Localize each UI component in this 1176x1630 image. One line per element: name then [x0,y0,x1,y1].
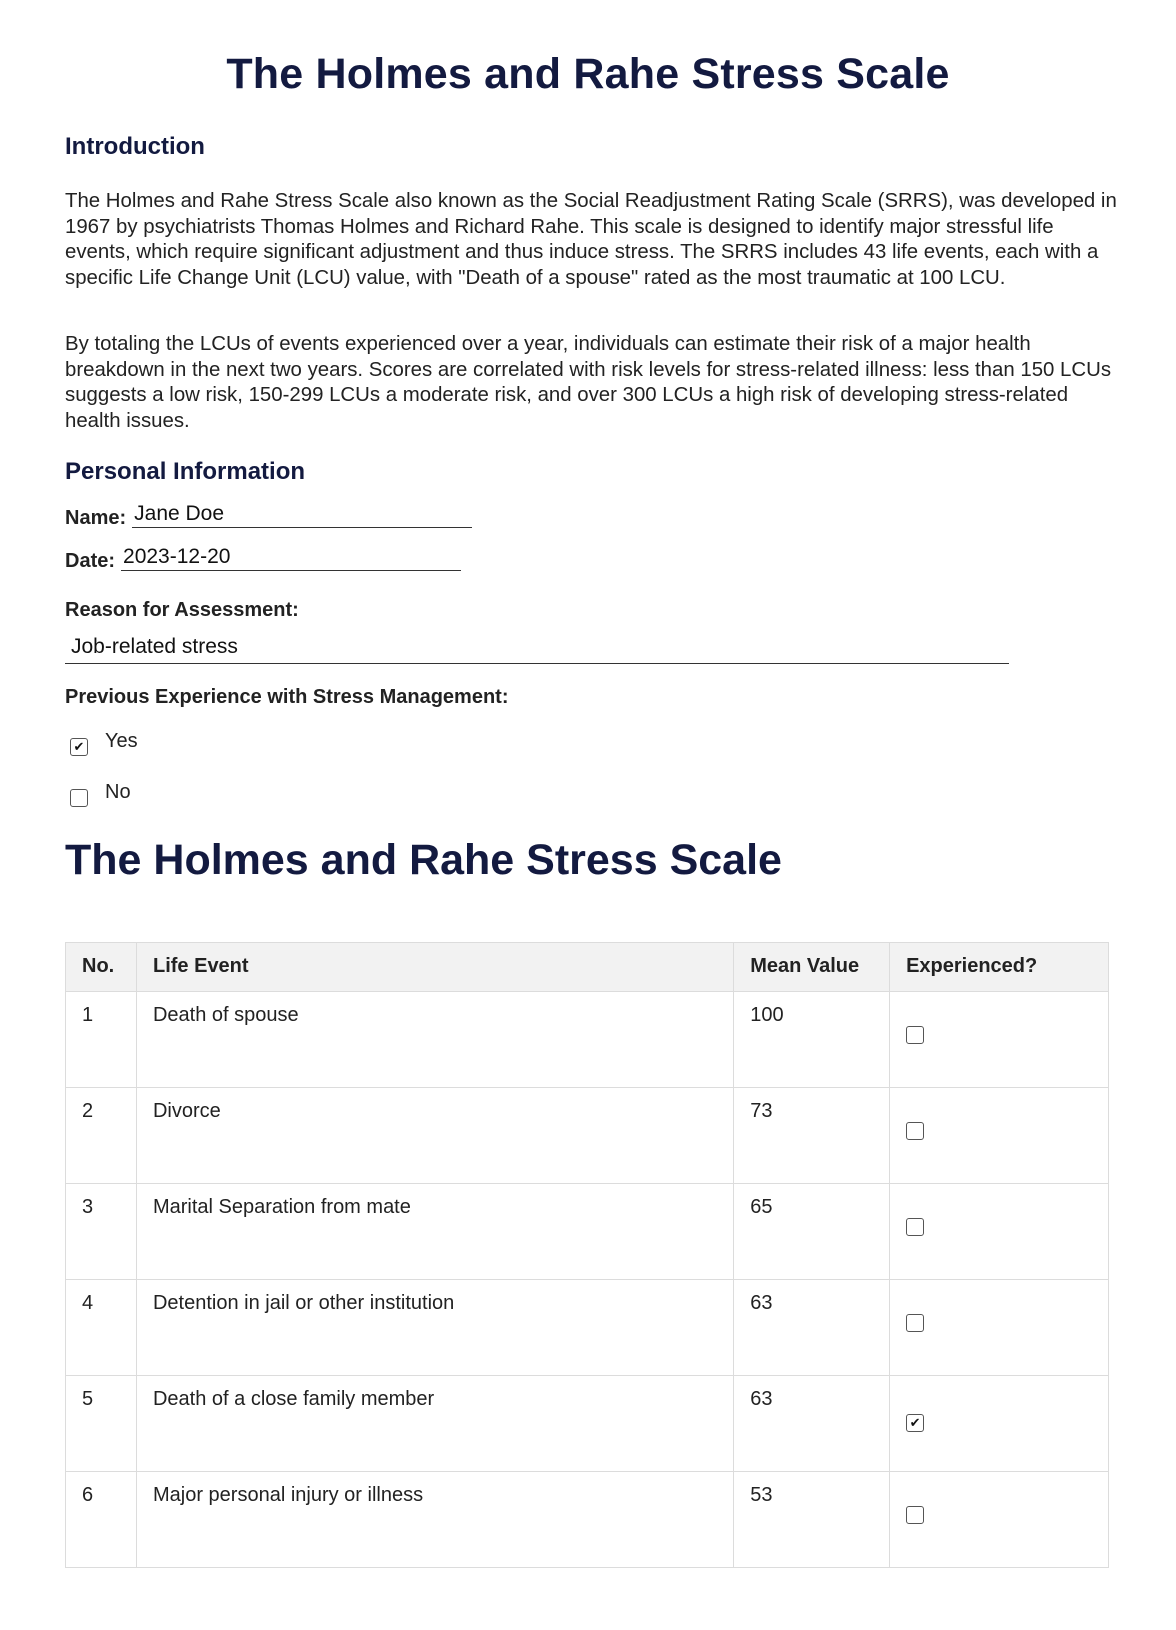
row-mean-value: 53 [734,1472,890,1568]
row-life-event: Death of spouse [136,992,733,1088]
introduction-paragraph-2: By totaling the LCUs of events experienced over a year, individuals can estimate their risk of a major health breakdown in the next two years. Scores are correlated with risk levels for stress-related illness: less than 150 LCUs suggests a low risk, 150-299 LCUs a moderate risk, and over 300 LCUs a high risk of developing stress-related health issues. [65,333,1112,432]
checkbox-checked-icon[interactable]: ✔ [906,1414,924,1432]
header-life-event: Life Event [136,943,733,992]
row-mean-value: 65 [734,1184,890,1280]
stress-scale-table [65,942,1109,1568]
row-experienced-cell [890,1472,1109,1568]
reason-field[interactable]: Job-related stress [65,632,1009,664]
checkbox-unchecked-icon[interactable] [70,789,88,807]
row-experienced-cell [890,1280,1109,1376]
row-experienced-cell [890,1184,1109,1280]
scale-section-title: The Holmes and Rahe Stress Scale [65,836,782,884]
previous-experience-label: Previous Experience with Stress Management: [65,686,509,708]
row-life-event: Death of a close family member [136,1376,733,1472]
row-life-event: Marital Separation from mate [136,1184,733,1280]
date-field-row [65,546,461,573]
personal-info-heading: Personal Information [65,458,306,485]
name-field-row [65,503,472,530]
table-row [66,1184,1109,1280]
checkbox-unchecked-icon[interactable] [906,1218,924,1236]
table-row [66,992,1109,1088]
row-experienced-cell [890,1088,1109,1184]
row-mean-value: 100 [734,992,890,1088]
row-experienced-cell [890,992,1109,1088]
introduction-paragraph-1: The Holmes and Rahe Stress Scale also known as the Social Readjustment Rating Scale (SRRS), was developed in 1967 by psychiatrists Thomas Holmes and Richard Rahe. This scale is designed to identify major stressful life events, which require significant adjustment and thus induce stress. The SRRS includes 43 life events, each with a specific Life Change Unit (LCU) value, with "Death of a spouse" rated as the most traumatic at 100 LCU. [65,190,1117,289]
table-row [66,1376,1109,1472]
row-mean-value: 73 [734,1088,890,1184]
row-number: 2 [66,1088,137,1184]
introduction-heading: Introduction [65,133,205,160]
name-label: Name: [65,507,127,529]
header-no: No. [66,943,137,992]
row-number: 5 [66,1376,137,1472]
header-experienced: Experienced? [890,943,1109,992]
option-yes[interactable] [70,730,138,758]
row-life-event: Detention in jail or other institution [136,1280,733,1376]
table-row [66,1280,1109,1376]
document-title: The Holmes and Rahe Stress Scale [226,50,950,98]
option-yes-label: Yes [105,730,138,752]
date-label: Date: [65,550,116,572]
table-row [66,1472,1109,1568]
row-number: 3 [66,1184,137,1280]
table-header-row [66,943,1109,992]
header-mean-value: Mean Value [734,943,890,992]
row-life-event: Divorce [136,1088,733,1184]
table-row [66,1088,1109,1184]
row-mean-value: 63 [734,1280,890,1376]
date-field[interactable]: 2023-12-20 [121,544,461,571]
option-no[interactable] [70,781,131,809]
row-mean-value: 63 [734,1376,890,1472]
checkbox-unchecked-icon[interactable] [906,1122,924,1140]
row-number: 1 [66,992,137,1088]
checkbox-unchecked-icon[interactable] [906,1506,924,1524]
checkbox-unchecked-icon[interactable] [906,1026,924,1044]
row-number: 6 [66,1472,137,1568]
row-number: 4 [66,1280,137,1376]
name-field[interactable]: Jane Doe [132,501,472,528]
row-experienced-cell [890,1376,1109,1472]
reason-label: Reason for Assessment: [65,599,299,621]
row-life-event: Major personal injury or illness [136,1472,733,1568]
checkbox-checked-icon[interactable]: ✔ [70,738,88,756]
checkbox-unchecked-icon[interactable] [906,1314,924,1332]
option-no-label: No [105,781,131,803]
